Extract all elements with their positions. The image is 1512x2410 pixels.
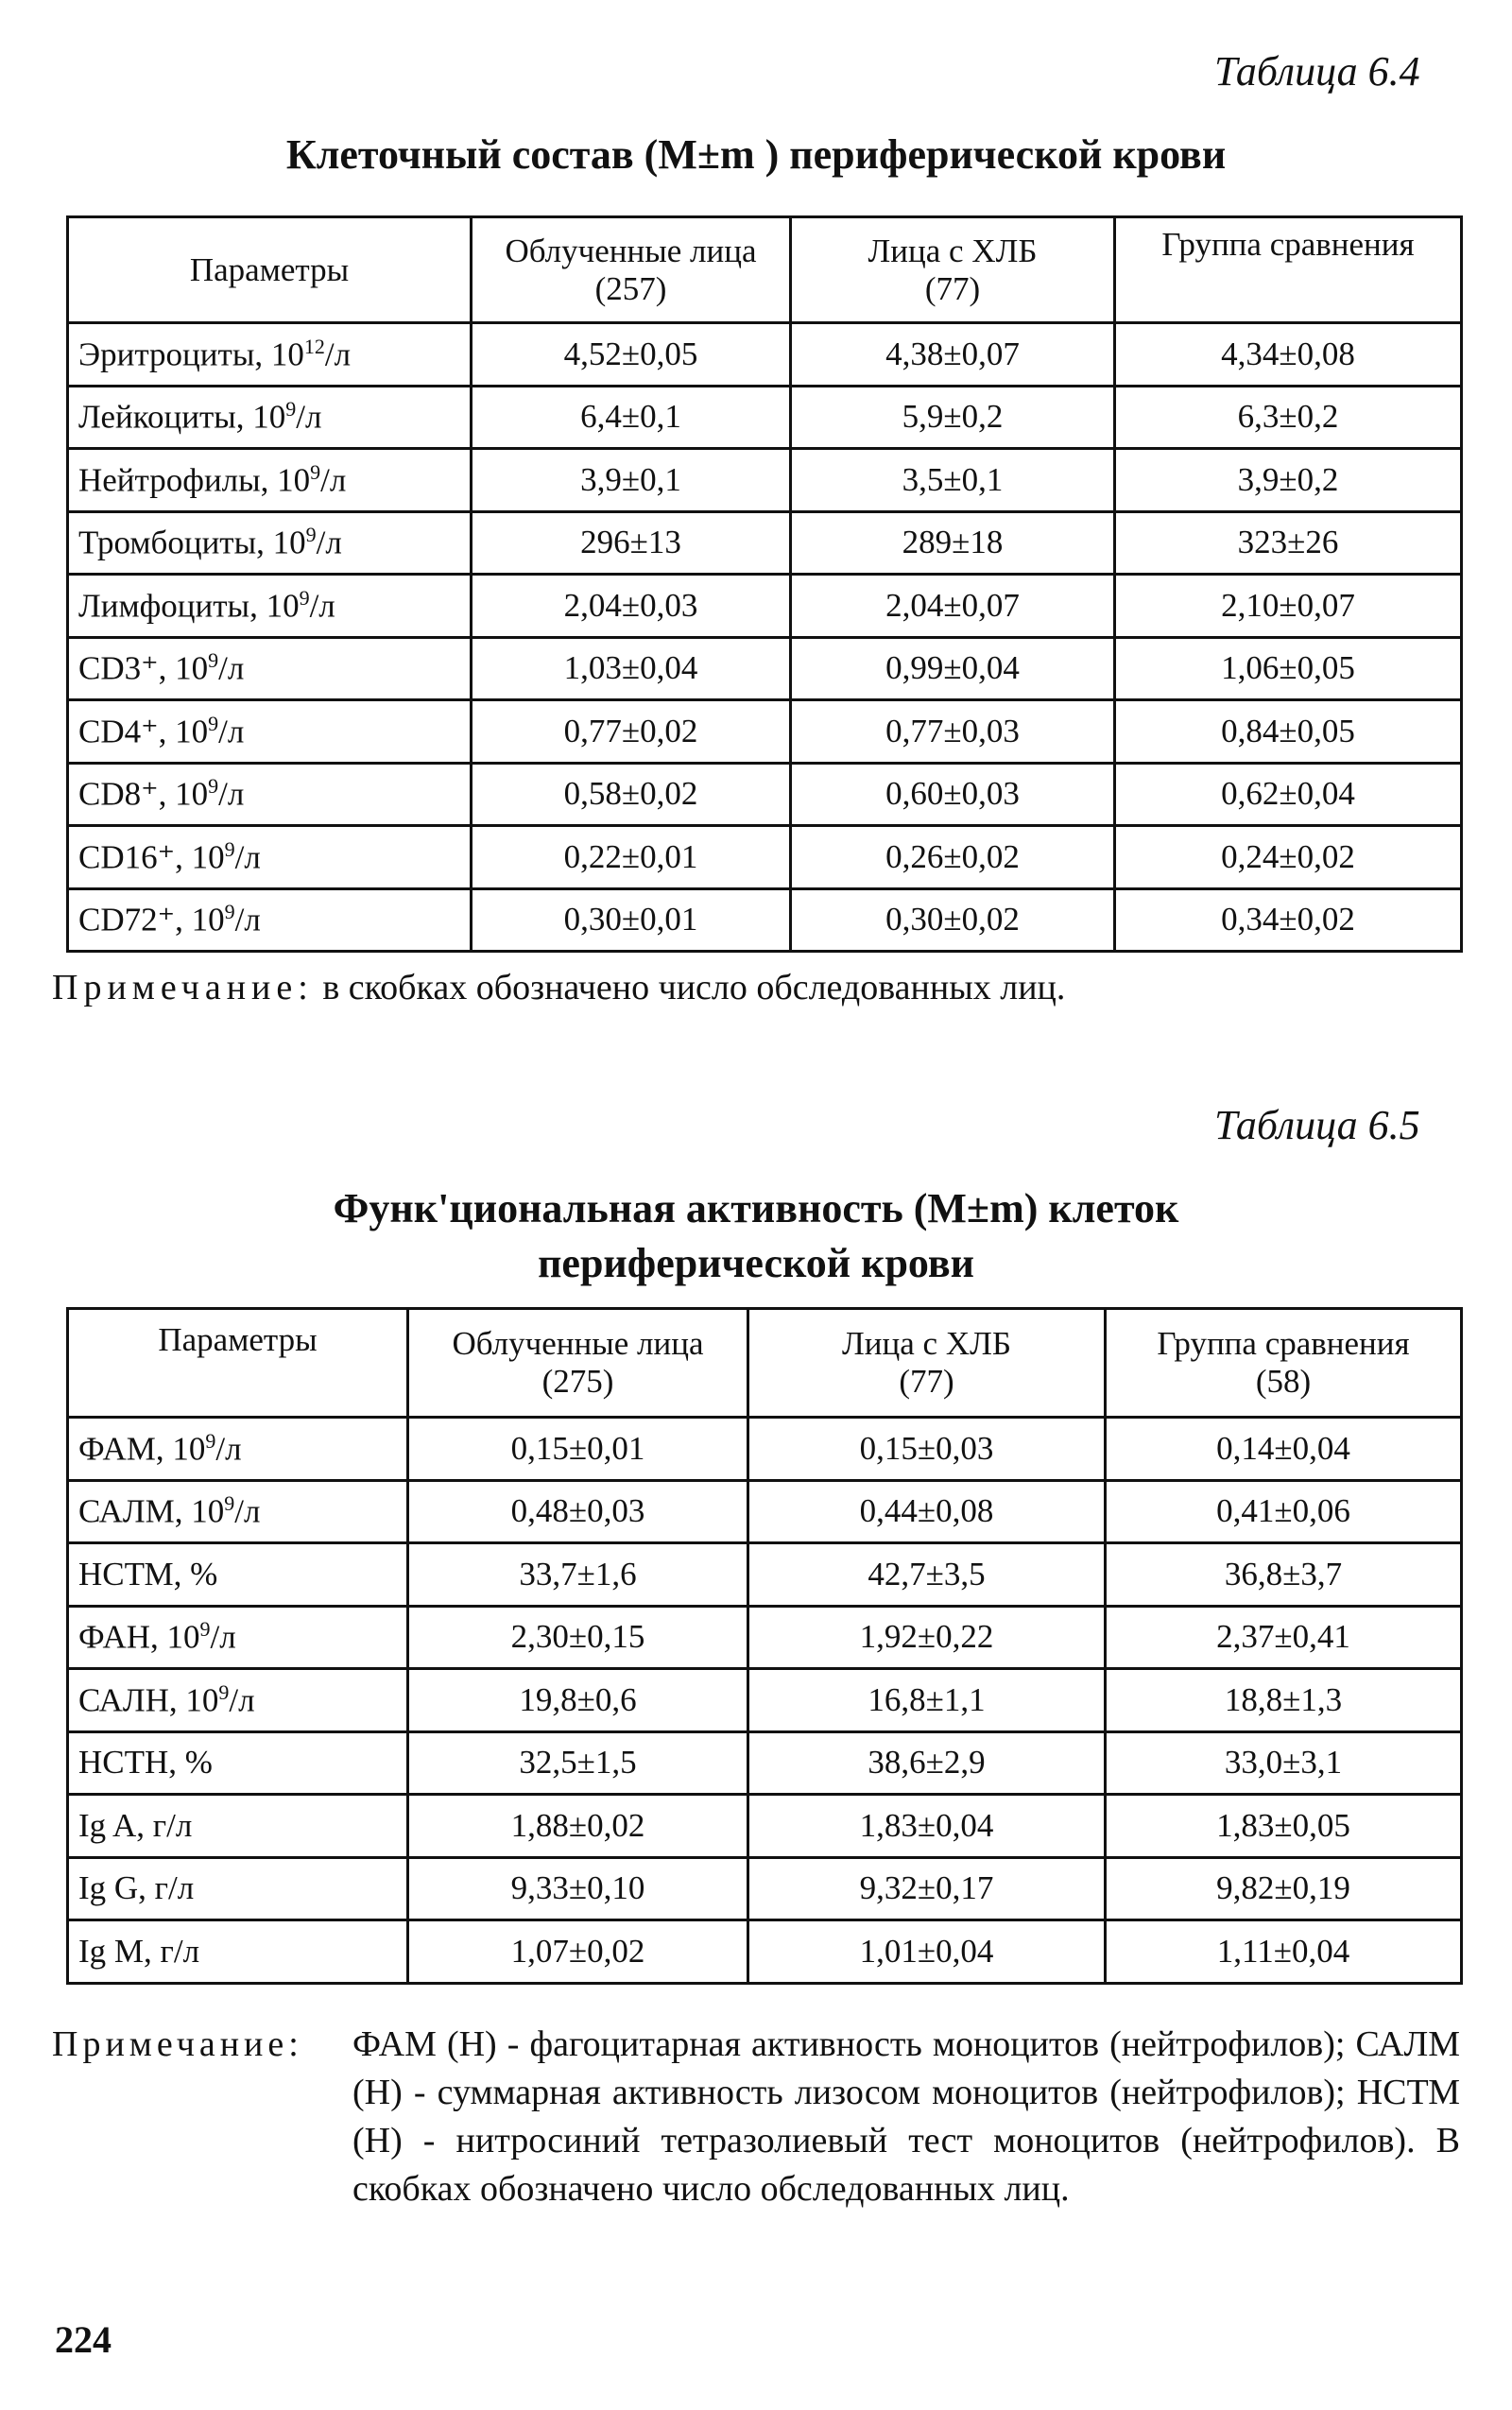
param-cell: CD8⁺, $10^9/л$ [68,763,472,826]
note-lead: Примечание: [52,2024,303,2064]
param-cell: Эритроциты, $10^{12}/л$ [68,323,472,387]
table-row [68,637,1462,700]
value-cell: 9,33±0,10 [408,1857,748,1920]
value-cell: 1,11±0,04 [1106,1920,1462,1984]
table-row [68,888,1462,952]
column-header: Облученные лица (275) [408,1309,748,1418]
table-row [68,1418,1462,1481]
value-cell: 289±18 [791,511,1115,575]
value-cell: 2,04±0,03 [472,575,791,638]
value-cell: 2,04±0,07 [791,575,1115,638]
value-cell: 2,30±0,15 [408,1606,748,1669]
value-cell: 5,9±0,2 [791,386,1115,449]
value-cell: 0,77±0,03 [791,700,1115,764]
value-cell: 0,34±0,02 [1115,888,1462,952]
data-table [66,1307,1463,1985]
value-cell: 0,15±0,01 [408,1418,748,1481]
data-table [66,215,1463,953]
column-header: Облученные лица (257) [472,217,791,323]
table-label: Таблица 6.5 [1214,1102,1420,1148]
table-row [68,1606,1462,1669]
table-row [68,575,1462,638]
table-note [52,964,1065,1011]
table-row [68,1920,1462,1984]
value-cell: 0,44±0,08 [748,1480,1106,1543]
param-cell: CD3⁺, $10^9/л$ [68,637,472,700]
value-cell: 19,8±0,6 [408,1669,748,1732]
value-cell: 2,37±0,41 [1106,1606,1462,1669]
table-row [68,1669,1462,1732]
value-cell: 33,7±1,6 [408,1543,748,1607]
value-cell: 1,07±0,02 [408,1920,748,1984]
table-row [68,449,1462,512]
param-cell: Тромбоциты, $10^9/л$ [68,511,472,575]
table-row [68,1543,1462,1607]
note-text: в скобках обозначено число обследованных лиц. [313,968,1066,1007]
param-cell: CD4⁺, $10^9/л$ [68,700,472,764]
value-cell: 9,32±0,17 [748,1857,1106,1920]
column-header: Группа сравнения [1115,217,1462,323]
column-header: Группа сравнения (58) [1106,1309,1462,1418]
table-row [68,511,1462,575]
value-cell: 0,15±0,03 [748,1418,1106,1481]
value-cell: 4,52±0,05 [472,323,791,387]
value-cell: 2,10±0,07 [1115,575,1462,638]
value-cell: 32,5±1,5 [408,1731,748,1795]
param-cell: НСТМ, % [68,1543,408,1607]
table-row [68,386,1462,449]
param-cell: ФАМ, $10^9/л$ [68,1418,408,1481]
value-cell: 0,30±0,02 [791,888,1115,952]
value-cell: 0,62±0,04 [1115,763,1462,826]
value-cell: 16,8±1,1 [748,1669,1106,1732]
note-text: ФАМ (Н) - фагоцитарная активность моноцитов (нейтрофилов); САЛМ (Н) - суммарная активность лизосом моноцитов (нейтрофилов); НСТМ (Н) - нитросиний тетразолиевый тест моноцитов (нейтрофилов). В скобках обозначено число обследованных лиц. [352,2024,1460,2209]
value-cell: 1,01±0,04 [748,1920,1106,1984]
param-cell: НСТН, % [68,1731,408,1795]
value-cell: 0,30±0,01 [472,888,791,952]
value-cell: 36,8±3,7 [1106,1543,1462,1607]
table-row [68,1795,1462,1858]
value-cell: 4,38±0,07 [791,323,1115,387]
table-row [68,763,1462,826]
value-cell: 18,8±1,3 [1106,1669,1462,1732]
param-cell: Ig M, г/л [68,1920,408,1984]
value-cell: 38,6±2,9 [748,1731,1106,1795]
param-cell: САЛН, $10^9/л$ [68,1669,408,1732]
value-cell: 323±26 [1115,511,1462,575]
value-cell: 3,5±0,1 [791,449,1115,512]
value-cell: 3,9±0,2 [1115,449,1462,512]
value-cell: 1,83±0,04 [748,1795,1106,1858]
value-cell: 6,3±0,2 [1115,386,1462,449]
value-cell: 0,14±0,04 [1106,1418,1462,1481]
param-cell: САЛМ, $10^9/л$ [68,1480,408,1543]
param-cell: Ig A, г/л [68,1795,408,1858]
table-row [68,700,1462,764]
value-cell: 0,60±0,03 [791,763,1115,826]
table-row [68,1731,1462,1795]
table-title: Клеточный состав (M±m ) периферической крови [285,131,1227,178]
value-cell: 0,26±0,02 [791,826,1115,889]
value-cell: 296±13 [472,511,791,575]
column-header: Параметры [68,217,472,323]
table-title: Функ'циональная активность (M±m) клеток периферической крови [333,1185,1179,1286]
value-cell: 0,77±0,02 [472,700,791,764]
value-cell: 4,34±0,08 [1115,323,1462,387]
param-cell: CD16⁺, $10^9/л$ [68,826,472,889]
value-cell: 0,84±0,05 [1115,700,1462,764]
value-cell: 0,41±0,06 [1106,1480,1462,1543]
table-row [68,1480,1462,1543]
column-header: Лица с ХЛБ (77) [791,217,1115,323]
param-cell: ФАН, $10^9/л$ [68,1606,408,1669]
column-header: Лица с ХЛБ (77) [748,1309,1106,1418]
value-cell: 0,99±0,04 [791,637,1115,700]
table-row [68,323,1462,387]
value-cell: 1,83±0,05 [1106,1795,1462,1858]
table-row [68,1857,1462,1920]
value-cell: 6,4±0,1 [472,386,791,449]
value-cell: 9,82±0,19 [1106,1857,1462,1920]
value-cell: 33,0±3,1 [1106,1731,1462,1795]
value-cell: 0,58±0,02 [472,763,791,826]
table-label: Таблица 6.4 [1214,48,1420,95]
param-cell: Ig G, г/л [68,1857,408,1920]
value-cell: 0,22±0,01 [472,826,791,889]
value-cell: 0,24±0,02 [1115,826,1462,889]
param-cell: Лейкоциты, $10^9/л$ [68,386,472,449]
param-cell: Лимфоциты, $10^9/л$ [68,575,472,638]
note-lead: Примечание: [52,968,314,1007]
param-cell: CD72⁺, $10^9/л$ [68,888,472,952]
column-header: Параметры [68,1309,408,1418]
value-cell: 0,48±0,03 [408,1480,748,1543]
value-cell: 1,06±0,05 [1115,637,1462,700]
page-number: 224 [55,2318,112,2361]
value-cell: 1,88±0,02 [408,1795,748,1858]
value-cell: 3,9±0,1 [472,449,791,512]
param-cell: Нейтрофилы, $10^9/л$ [68,449,472,512]
value-cell: 1,92±0,22 [748,1606,1106,1669]
table-row [68,826,1462,889]
value-cell: 1,03±0,04 [472,637,791,700]
value-cell: 42,7±3,5 [748,1543,1106,1607]
